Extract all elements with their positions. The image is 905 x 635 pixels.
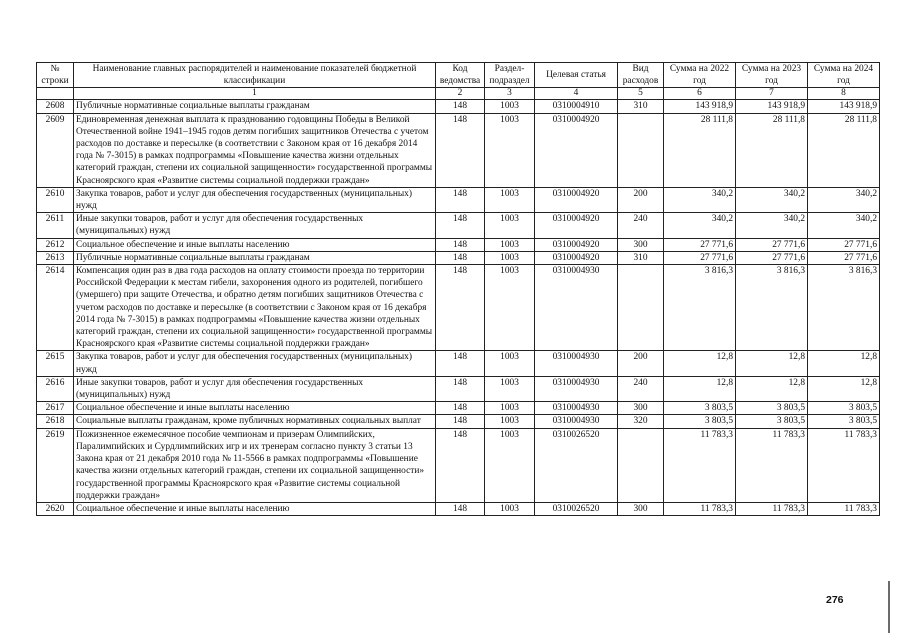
- row-sum-2023: 3 816,3: [736, 265, 808, 351]
- row-sum-2023: 12,8: [736, 376, 808, 401]
- row-expense-type: 200: [618, 187, 664, 212]
- row-department-code: 148: [436, 265, 485, 351]
- row-department-code: 148: [436, 213, 485, 238]
- table-row: [37, 428, 880, 502]
- row-target-article: 0310004920: [535, 251, 618, 264]
- table-row: [37, 402, 880, 415]
- header-expense-type: Вид расходов: [618, 63, 664, 88]
- row-department-code: 148: [436, 502, 485, 515]
- table-row: [37, 213, 880, 238]
- row-expense-type: 300: [618, 502, 664, 515]
- row-target-article: 0310004930: [535, 376, 618, 401]
- page-edge-mark: [888, 581, 890, 633]
- row-sum-2024: 3 803,5: [808, 402, 880, 415]
- table-row: [37, 415, 880, 428]
- row-sum-2023: 27 771,6: [736, 238, 808, 251]
- row-sum-2023: 12,8: [736, 351, 808, 376]
- table-row: [37, 100, 880, 113]
- row-expense-type: 240: [618, 213, 664, 238]
- row-number: 2615: [37, 351, 74, 376]
- row-target-article: 0310026520: [535, 502, 618, 515]
- row-department-code: 148: [436, 187, 485, 212]
- row-sum-2022: 3 816,3: [664, 265, 736, 351]
- row-expense-type: [618, 428, 664, 502]
- row-name: Пожизненное ежемесячное пособие чемпионам и призерам Олимпийских, Паралимпийских и Сурдлимпийских игр и их тренерам согласно пункту 3 статьи 13 Закона края от 21 декабря 2010 года № 11-5566 в рамках подпрограммы «Повышение качества жизни отдельных категорий граждан, степени их социальной защищенности» государственной программы Красноярского края «Развитие системы социальной поддержки граждан»: [74, 428, 436, 502]
- row-department-code: 148: [436, 415, 485, 428]
- column-number: [37, 88, 74, 100]
- row-expense-type: 310: [618, 251, 664, 264]
- table-row: [37, 251, 880, 264]
- row-department-code: 148: [436, 351, 485, 376]
- row-expense-type: 320: [618, 415, 664, 428]
- row-name: Иные закупки товаров, работ и услуг для обеспечения государственных (муниципальных) нужд: [74, 376, 436, 401]
- row-sum-2022: 340,2: [664, 213, 736, 238]
- row-target-article: 0310004920: [535, 213, 618, 238]
- row-sum-2024: 340,2: [808, 213, 880, 238]
- row-name: Единовременная денежная выплата к празднованию годовщины Победы в Великой Отечественной войне 1941–1945 годов детям погибших защитников Отечества с учетом расходов по доставке и пересылке (в соответствии с Законом края от 16 декабря 2014 года № 7-3015) в рамках подпрограммы «Повышение качества жизни отдельных категорий граждан, степени их социальной защищенности» государственной программы Красноярского края «Развитие системы социальной поддержки граждан»: [74, 113, 436, 187]
- row-number: 2608: [37, 100, 74, 113]
- row-section: 1003: [485, 415, 535, 428]
- row-department-code: 148: [436, 402, 485, 415]
- row-name: Закупка товаров, работ и услуг для обеспечения государственных (муниципальных) нужд: [74, 187, 436, 212]
- row-number: 2609: [37, 113, 74, 187]
- row-sum-2022: 11 783,3: [664, 428, 736, 502]
- row-sum-2024: 28 111,8: [808, 113, 880, 187]
- table-row: [37, 187, 880, 212]
- row-sum-2023: 340,2: [736, 213, 808, 238]
- table-row: [37, 113, 880, 187]
- row-number: 2613: [37, 251, 74, 264]
- row-sum-2022: 28 111,8: [664, 113, 736, 187]
- row-sum-2023: 340,2: [736, 187, 808, 212]
- row-name: Социальные выплаты гражданам, кроме публичных нормативных социальных выплат: [74, 415, 436, 428]
- header-name: Наименование главных распорядителей и наименование показателей бюджетной классификации: [74, 63, 436, 88]
- row-expense-type: [618, 113, 664, 187]
- row-number: 2616: [37, 376, 74, 401]
- row-sum-2023: 11 783,3: [736, 428, 808, 502]
- row-number: 2611: [37, 213, 74, 238]
- header-target-article: Целевая статья: [535, 63, 618, 88]
- row-number: 2610: [37, 187, 74, 212]
- row-name: Социальное обеспечение и иные выплаты населению: [74, 238, 436, 251]
- row-expense-type: [618, 265, 664, 351]
- column-number: 1: [74, 88, 436, 100]
- row-sum-2022: 340,2: [664, 187, 736, 212]
- row-name: Иные закупки товаров, работ и услуг для обеспечения государственных (муниципальных) нужд: [74, 213, 436, 238]
- row-target-article: 0310004930: [535, 351, 618, 376]
- header-sum-2023: Сумма на 2023 год: [736, 63, 808, 88]
- row-sum-2022: 143 918,9: [664, 100, 736, 113]
- row-expense-type: 240: [618, 376, 664, 401]
- page-number: 276: [826, 594, 844, 606]
- row-target-article: 0310004920: [535, 238, 618, 251]
- row-department-code: 148: [436, 238, 485, 251]
- row-section: 1003: [485, 213, 535, 238]
- row-name: Публичные нормативные социальные выплаты гражданам: [74, 251, 436, 264]
- header-sum-2024: Сумма на 2024 год: [808, 63, 880, 88]
- row-section: 1003: [485, 502, 535, 515]
- row-expense-type: 310: [618, 100, 664, 113]
- header-sum-2022: Сумма на 2022 год: [664, 63, 736, 88]
- column-number: 6: [664, 88, 736, 100]
- row-target-article: 0310004910: [535, 100, 618, 113]
- row-name: Социальное обеспечение и иные выплаты населению: [74, 502, 436, 515]
- row-target-article: 0310004930: [535, 415, 618, 428]
- header-row-number: № строки: [37, 63, 74, 88]
- row-sum-2024: 27 771,6: [808, 251, 880, 264]
- row-sum-2023: 143 918,9: [736, 100, 808, 113]
- row-section: 1003: [485, 351, 535, 376]
- table-row: [37, 238, 880, 251]
- column-number: 3: [485, 88, 535, 100]
- row-department-code: 148: [436, 100, 485, 113]
- row-sum-2023: 28 111,8: [736, 113, 808, 187]
- row-section: 1003: [485, 428, 535, 502]
- row-section: 1003: [485, 402, 535, 415]
- row-department-code: 148: [436, 113, 485, 187]
- row-number: 2619: [37, 428, 74, 502]
- row-sum-2024: 143 918,9: [808, 100, 880, 113]
- table-body: [37, 100, 880, 516]
- column-number: 5: [618, 88, 664, 100]
- row-number: 2612: [37, 238, 74, 251]
- header-department-code: Код ведомства: [436, 63, 485, 88]
- row-sum-2022: 3 803,5: [664, 402, 736, 415]
- row-target-article: 0310004930: [535, 402, 618, 415]
- row-sum-2022: 27 771,6: [664, 238, 736, 251]
- row-sum-2024: 12,8: [808, 376, 880, 401]
- row-sum-2022: 12,8: [664, 351, 736, 376]
- row-section: 1003: [485, 100, 535, 113]
- row-number: 2618: [37, 415, 74, 428]
- row-sum-2022: 3 803,5: [664, 415, 736, 428]
- row-name: Компенсация один раз в два года расходов на оплату стоимости проезда по территории Российской Федерации к местам гибели, захоронения одного из родителей, погибшего (умершего) при защите Отечества, и обратно детям погибших защитников Отечества с учетом расходов по доставке и пересылке (в соответствии с Законом края от 16 декабря 2014 года № 7-3015) в рамках подпрограммы «Повышение качества жизни отдельных категорий граждан, степени их социальной защищенности» государственной программы Красноярского края «Развитие системы социальной поддержки граждан»: [74, 265, 436, 351]
- row-department-code: 148: [436, 376, 485, 401]
- row-section: 1003: [485, 187, 535, 212]
- row-sum-2024: 27 771,6: [808, 238, 880, 251]
- table-row: [37, 265, 880, 351]
- row-name: Закупка товаров, работ и услуг для обеспечения государственных (муниципальных) нужд: [74, 351, 436, 376]
- row-section: 1003: [485, 113, 535, 187]
- row-sum-2022: 27 771,6: [664, 251, 736, 264]
- row-section: 1003: [485, 238, 535, 251]
- row-sum-2022: 12,8: [664, 376, 736, 401]
- row-sum-2023: 3 803,5: [736, 402, 808, 415]
- table-row: [37, 376, 880, 401]
- row-sum-2023: 11 783,3: [736, 502, 808, 515]
- row-target-article: 0310004920: [535, 113, 618, 187]
- row-department-code: 148: [436, 251, 485, 264]
- row-section: 1003: [485, 265, 535, 351]
- row-target-article: 0310004920: [535, 187, 618, 212]
- table-row: [37, 351, 880, 376]
- row-sum-2024: 11 783,3: [808, 502, 880, 515]
- row-sum-2024: 3 803,5: [808, 415, 880, 428]
- row-sum-2024: 12,8: [808, 351, 880, 376]
- row-sum-2024: 11 783,3: [808, 428, 880, 502]
- table-row: [37, 502, 880, 515]
- row-section: 1003: [485, 376, 535, 401]
- row-sum-2023: 3 803,5: [736, 415, 808, 428]
- row-expense-type: 300: [618, 402, 664, 415]
- column-number: 7: [736, 88, 808, 100]
- row-sum-2023: 27 771,6: [736, 251, 808, 264]
- row-number: 2620: [37, 502, 74, 515]
- row-number: 2614: [37, 265, 74, 351]
- budget-table: [36, 62, 880, 516]
- column-number: 8: [808, 88, 880, 100]
- row-name: Публичные нормативные социальные выплаты гражданам: [74, 100, 436, 113]
- column-number-row: [37, 88, 880, 100]
- row-expense-type: 300: [618, 238, 664, 251]
- column-number: 2: [436, 88, 485, 100]
- row-target-article: 0310026520: [535, 428, 618, 502]
- row-name: Социальное обеспечение и иные выплаты населению: [74, 402, 436, 415]
- row-expense-type: 200: [618, 351, 664, 376]
- row-number: 2617: [37, 402, 74, 415]
- row-department-code: 148: [436, 428, 485, 502]
- row-target-article: 0310004930: [535, 265, 618, 351]
- row-sum-2024: 340,2: [808, 187, 880, 212]
- header-row: [37, 63, 880, 88]
- row-sum-2022: 11 783,3: [664, 502, 736, 515]
- header-section: Раздел-подраздел: [485, 63, 535, 88]
- column-number: 4: [535, 88, 618, 100]
- row-sum-2024: 3 816,3: [808, 265, 880, 351]
- row-section: 1003: [485, 251, 535, 264]
